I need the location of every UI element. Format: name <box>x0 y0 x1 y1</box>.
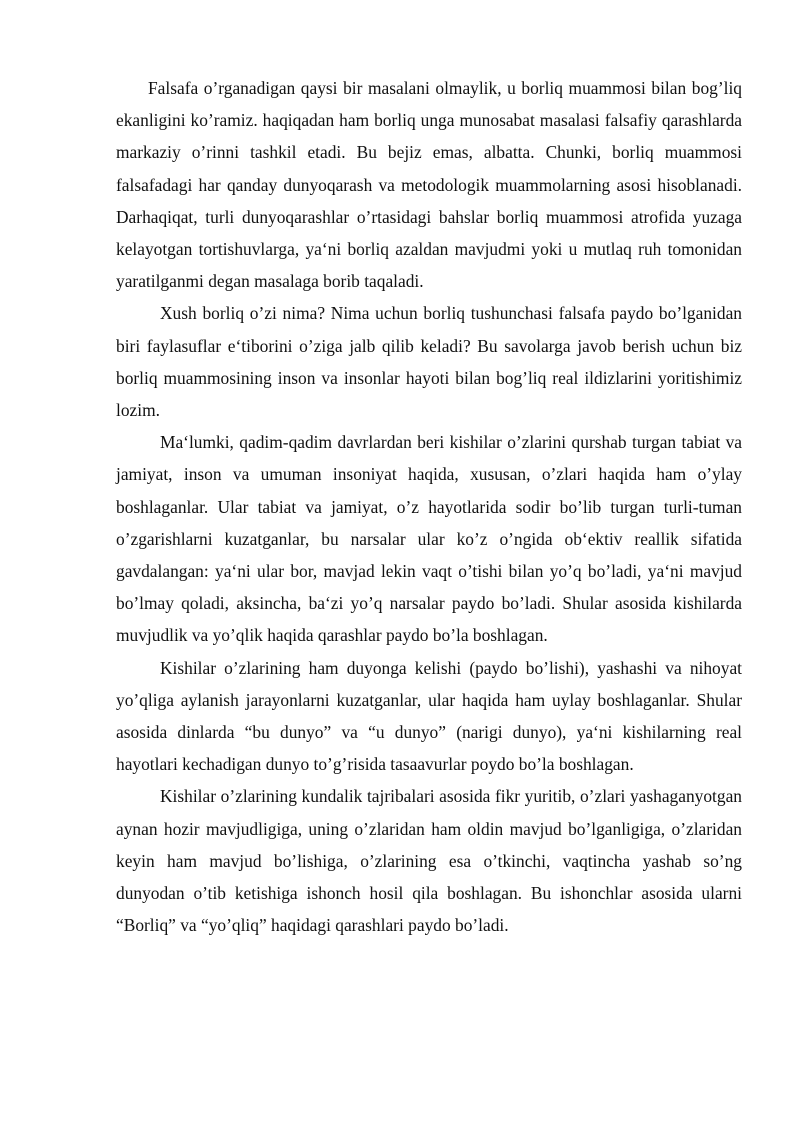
paragraph-5: Kishilar o’zlarining kundalik tajribalari asosida fikr yuritib, o’zlari yashaganyotgan aynan hozir mavjudligiga, uning o’zlaridan ham oldin mavjud bo’lganligiga, o’zlaridan keyin ham mavjud bo’lishiga, o’zlarining esa o’tkinchi, vaqtincha yashab so’ng dunyodan o’tib ketishiga ishonch hosil qila boshlagan. Bu ishonchlar asosida ularni “Borliq” va “yo’qliq” haqidagi qarashlari paydo bo’ladi. <box>116 786 742 936</box>
document-page <box>116 72 742 941</box>
paragraph-3: Ma‘lumki, qadim-qadim davrlardan beri kishilar o’zlarini qurshab turgan tabiat va jamiyat, inson va umuman insoniyat haqida, xususan, o’zlari haqida ham o’ylay boshlaganlar. Ular tabiat va jamiyat, o’z hayotlarida sodir bo’lib turgan turli-tuman o’zgarishlarni kuzatganlar, bu narsalar ular ko’z o’ngida ob‘ektiv reallik sifatida gavdalangan: ya‘ni ular bor, mavjad lekin vaqt o’tishi bilan yo’q bo’ladi, ya‘ni mavjud bo’lmay qoladi, aksincha, ba‘zi yo’q narsalar paydo bo’ladi. Shular asosida kishilarda muvjudlik va yo’qlik haqida qarashlar paydo bo’la boshlagan. <box>116 432 742 646</box>
paragraph-2: Xush borliq o’zi nima? Nima uchun borliq tushunchasi falsafa paydo bo’lganidan biri faylasuflar e‘tiborini o’ziga jalb qilib keladi? Bu savolarga javob berish uchun biz borliq muammosining inson va insonlar hayoti bilan bog’liq real ildizlarini yoritishimiz lozim. <box>116 303 742 421</box>
paragraph-1: Falsafa o’rganadigan qaysi bir masalani olmaylik, u borliq muammosi bilan bog’liq ekanligini ko’ramiz. haqiqadan ham borliq unga munosabat masalasi falsafiy qarashlarda markaziy o’rinni tashkil etadi. Bu bejiz emas, albatta. Chunki, borliq muammosi falsafadagi har qanday dunyoqarash va metodologik muammolarning asosi hisoblanadi. Darhaqiqat, turli dunyoqarashlar o’rtasidagi bahslar borliq muammosi atrofida yuzaga kelayotgan tortishuvlarga, ya‘ni borliq azaldan mavjudmi yoki u mutlaq ruh tomonidan yaratilganmi degan masalaga borib taqaladi. <box>116 78 742 292</box>
paragraph-4: Kishilar o’zlarining ham duyonga kelishi (paydo bo’lishi), yashashi va nihoyat yo’qliga aylanish jarayonlarni kuzatganlar, ular haqida ham uylay boshlaganlar. Shular asosida dinlarda “bu dunyo” va “u dunyo” (narigi dunyo), ya‘ni kishilarning real hayotlari kechadigan dunyo to’g’risida tasaavurlar poydo bo’la boshlagan. <box>116 657 742 775</box>
